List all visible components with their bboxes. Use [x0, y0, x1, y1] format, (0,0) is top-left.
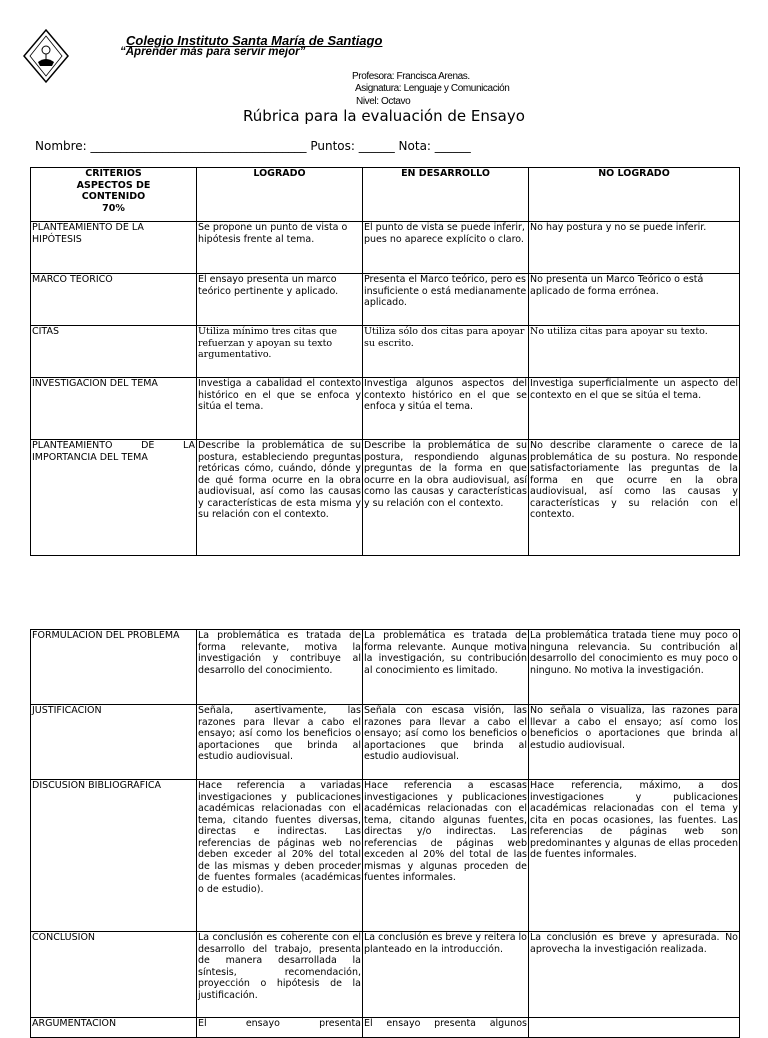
no-logrado-cell: No hay postura y no se puede inferir. [529, 222, 740, 274]
header-criteria-line: CONTENIDO [81, 191, 146, 202]
header-criteria [31, 168, 197, 222]
logrado-cell: Se propone un punto de vista o hipótesis frente al tema. [197, 222, 363, 274]
no-logrado-cell: No describe claramente o carece de la problemática de su postura. No responde satisfactoriamente las preguntas de la forma en que ocurre en la obra audiovisual, así como las causas y características y su relación con el contexto. [529, 440, 740, 556]
table-row [31, 630, 740, 705]
desarrollo-cell: El ensayo presenta algunos [363, 1018, 529, 1038]
criterion-cell: PLANTEAMIENTO DE LA IMPORTANCIA DEL TEMA [31, 440, 197, 556]
level-line: Nivel: Octavo [356, 96, 411, 107]
logrado-cell: El ensayo presenta [197, 1018, 363, 1038]
criterion-cell: FORMULACIÓN DEL PROBLEMA [31, 630, 197, 705]
logrado-cell: Hace referencia a variadas investigaciones y publicaciones académicas relacionadas con el tema, citando fuentes diversas, directas e indirectas. Las referencias de páginas web no deben exceder al 20% del total de las mismas y deben proceder de fuentes formales (académicas o de estudio). [197, 780, 363, 932]
table-row [31, 326, 740, 378]
criterion-cell: CONCLUSIÓN [31, 932, 197, 1018]
logrado-cell: Utiliza mínimo tres citas que refuerzan y apoyan su texto argumentativo. [197, 326, 363, 378]
no-logrado-cell: No señala o visualiza, las razones para llevar a cabo el ensayo; así como los beneficios o aportaciones que brinda al estudio audiovisual. [529, 705, 740, 780]
criterion-cell: ARGUMENTACIÓN [31, 1018, 197, 1038]
student-name-line: Nombre: ____________________________________ Puntos: ______ Nota: ______ [35, 139, 471, 153]
header-no-logrado: NO LOGRADO [529, 168, 740, 222]
rubric-table-part-2 [30, 629, 740, 1038]
table-row [31, 932, 740, 1018]
criterion-cell: MARCO TEÓRICO [31, 274, 197, 326]
table-row [31, 705, 740, 780]
header-criteria-line: 70% [102, 202, 125, 214]
desarrollo-cell: Describe la problemática de su postura, respondiendo algunas preguntas de la forma en que ocurre en la obra audiovisual, así como las causas y características y su relación con el contexto. [363, 440, 529, 556]
header-criteria-line: ASPECTOS DE [76, 179, 151, 191]
no-logrado-cell: No utiliza citas para apoyar su texto. [529, 326, 740, 378]
logrado-cell: Señala, asertivamente, las razones para llevar a cabo el ensayo; así como los beneficios o aportaciones que brinda al estudio audiovisual. [197, 705, 363, 780]
no-logrado-cell: La problemática tratada tiene muy poco o ninguna relevancia. Su contribución al desarrollo del conocimiento es muy poco o ninguno. No motiva la investigación. [529, 630, 740, 705]
desarrollo-cell: Señala con escasa visión, las razones para llevar a cabo el ensayo; así como los beneficios o aportaciones que brinda al estudio audiovisual. [363, 705, 529, 780]
no-logrado-cell: No presenta un Marco Teórico o está aplicado de forma errónea. [529, 274, 740, 326]
header-logrado: LOGRADO [197, 168, 363, 222]
table-row [31, 440, 740, 556]
table-row [31, 378, 740, 440]
header-en-desarrollo: EN DESARROLLO [363, 168, 529, 222]
table-row [31, 780, 740, 932]
school-logo-icon [22, 28, 70, 84]
logrado-cell: La conclusión es coherente con el desarrollo del trabajo, presenta de manera desarrollada la síntesis, recomendación, proyección o hipótesis de la justificación. [197, 932, 363, 1018]
rubric-table-part-1 [30, 167, 740, 556]
desarrollo-cell: Hace referencia a escasas investigaciones y publicaciones académicas relacionadas con el tema, citando algunas fuentes, directas y/o indirectas. Las referencias de páginas web exceden al 20% del total de las mismas y algunas proceden de fuentes informales. [363, 780, 529, 932]
criterion-cell: JUSTIFICACIÓN [31, 705, 197, 780]
table-row [31, 1018, 740, 1038]
table-row [31, 222, 740, 274]
logrado-cell: Investiga a cabalidad el contexto histórico en el que se enfoca y sitúa el tema. [197, 378, 363, 440]
logrado-cell: El ensayo presenta un marco teórico pertinente y aplicado. [197, 274, 363, 326]
criterion-cell: DISCUSIÓN BIBLIOGRÁFICA [31, 780, 197, 932]
no-logrado-cell [529, 1018, 740, 1038]
desarrollo-cell: La problemática es tratada de forma relevante. Aunque motiva la investigación, su contribución al conocimiento es limitado. [363, 630, 529, 705]
logrado-cell: Describe la problemática de su postura, estableciendo preguntas retóricas cómo, cuándo, dónde y de qué forma ocurre en la obra audiovisual, así como las causas y características de esta misma y su relación con el contexto. [197, 440, 363, 556]
desarrollo-cell: El punto de vista se puede inferir, pues no aparece explícito o claro. [363, 222, 529, 274]
logrado-cell: La problemática es tratada de forma relevante, motiva la investigación y contribuye al desarrollo del conocimiento. [197, 630, 363, 705]
desarrollo-cell: La conclusión es breve y reitera lo planteado en la introducción. [363, 932, 529, 1018]
header-criteria-line: CRITERIOS [85, 168, 142, 179]
school-name: Colegio Instituto Santa María de Santiago [126, 33, 383, 48]
table-row [31, 274, 740, 326]
no-logrado-cell: Investiga superficialmente un aspecto del contexto en el que se sitúa el tema. [529, 378, 740, 440]
no-logrado-cell: La conclusión es breve y apresurada. No aprovecha la investigación realizada. [529, 932, 740, 1018]
desarrollo-cell: Utiliza sólo dos citas para apoyar su escrito. [363, 326, 529, 378]
criterion-cell: CITAS [31, 326, 197, 378]
desarrollo-cell: Presenta el Marco teórico, pero es insuficiente o está medianamente aplicado. [363, 274, 529, 326]
no-logrado-cell: Hace referencia, máximo, a dos investigaciones y publicaciones académicas relacionadas con el tema y cita en pocas ocasiones, las fuentes. Las referencias de páginas web son predominantes y algunas de ellas proceden de fuentes informales. [529, 780, 740, 932]
desarrollo-cell: Investiga algunos aspectos del contexto histórico en el que se enfoca y sitúa el tema. [363, 378, 529, 440]
page-title: Rúbrica para la evaluación de Ensayo [243, 107, 525, 125]
teacher-line: Profesora: Francisca Arenas. [352, 71, 470, 82]
criterion-cell: INVESTIGACIÓN DEL TEMA [31, 378, 197, 440]
table-header-row [31, 168, 740, 222]
subject-line: Asignatura: Lenguaje y Comunicación [355, 83, 510, 94]
criterion-cell: PLANTEAMIENTO DE LA HIPÓTESIS [31, 222, 197, 274]
school-motto: “Aprender más para servir mejor” [120, 46, 306, 58]
